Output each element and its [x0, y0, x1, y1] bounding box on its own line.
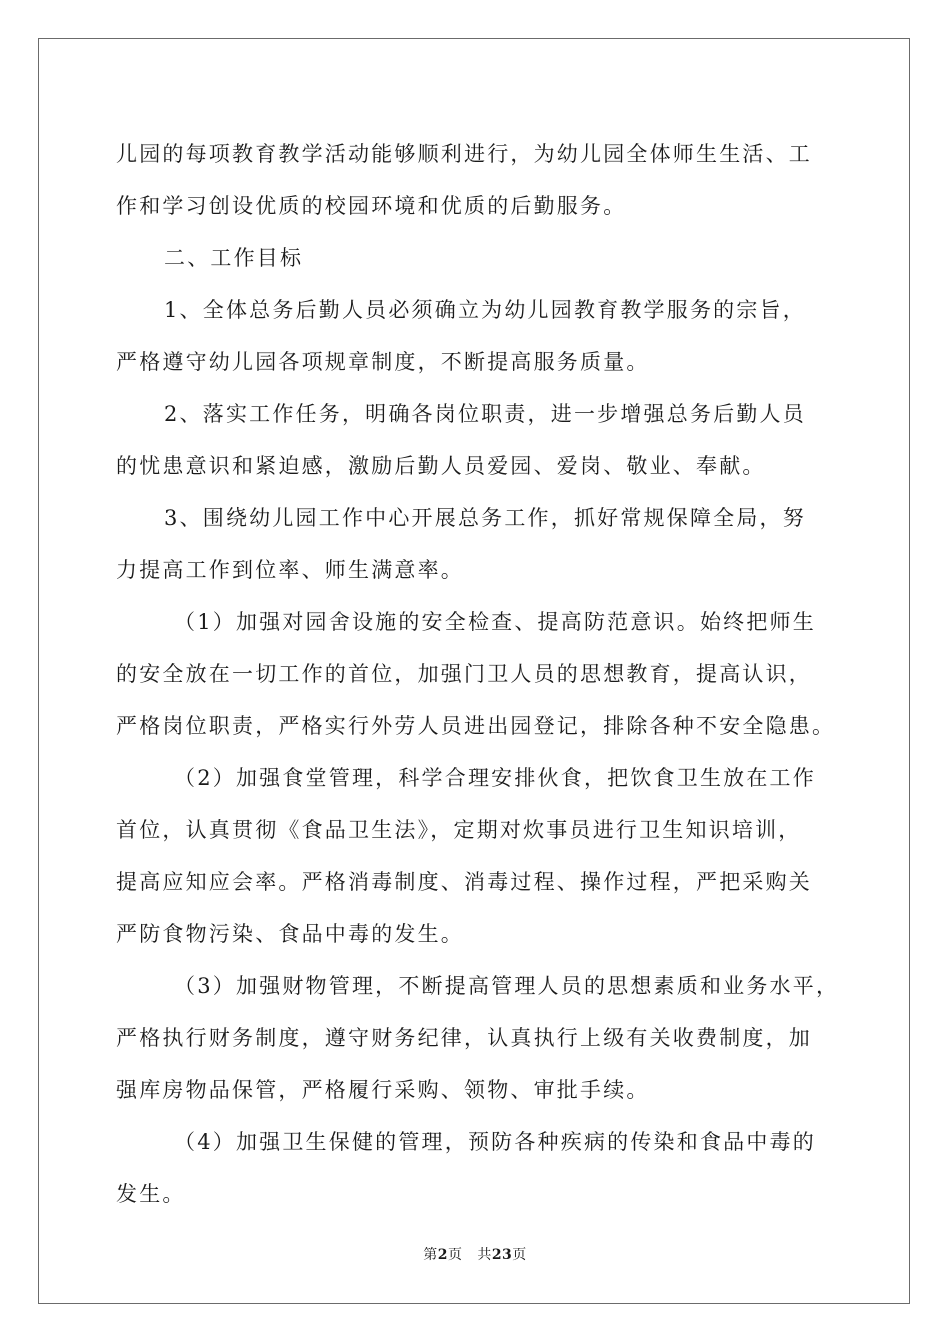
page-suffix: 页 [447, 1247, 463, 1263]
section-heading: 二、工作目标 [164, 246, 304, 270]
text-line: 的忧患意识和紧迫感，激励后勤人员爱园、爱岗、敬业、奉献。 [116, 454, 766, 478]
text-line: 强库房物品保管，严格履行采购、领物、审批手续。 [116, 1078, 650, 1102]
document-body [116, 128, 844, 1220]
text-line: 严格遵守幼儿园各项规章制度，不断提高服务质量。 [116, 350, 650, 374]
page-prefix: 第 [423, 1247, 438, 1263]
text-line: 3、围绕幼儿园工作中心开展总务工作，抓好常规保障全局，努 [164, 506, 806, 530]
page-number: 2 [437, 1247, 448, 1263]
text-line: （4）加强卫生保健的管理，预防各种疾病的传染和食品中毒的 [174, 1130, 816, 1154]
text-line: （1）加强对园舍设施的安全检查、提高防范意识。始终把师生 [174, 610, 816, 634]
text-line: 首位，认真贯彻《食品卫生法》，定期对炊事员进行卫生知识培训， [116, 818, 802, 842]
text-line: 1、全体总务后勤人员必须确立为幼儿园教育教学服务的宗旨， [164, 298, 806, 322]
total-pages: 23 [491, 1247, 513, 1263]
text-line: 作和学习创设优质的校园环境和优质的后勤服务。 [116, 194, 627, 218]
text-line: （3）加强财物管理，不断提高管理人员的思想素质和业务水平， [174, 974, 840, 998]
text-line: 提高应知应会率。严格消毒制度、消毒过程、操作过程，严把采购关 [116, 870, 812, 894]
text-line: 发生。 [116, 1182, 186, 1206]
total-prefix: 共 [477, 1247, 492, 1263]
total-suffix: 页 [512, 1247, 527, 1263]
text-line: 严防食物污染、食品中毒的发生。 [116, 922, 464, 946]
text-line: 的安全放在一切工作的首位，加强门卫人员的思想教育，提高认识， [116, 662, 812, 686]
text-line: （2）加强食堂管理，科学合理安排伙食，把饮食卫生放在工作 [174, 766, 816, 790]
page-footer [0, 1244, 950, 1264]
text-line: 儿园的每项教育教学活动能够顺利进行，为幼儿园全体师生生活、工 [116, 142, 812, 166]
text-line: 力提高工作到位率、师生满意率。 [116, 558, 464, 582]
text-line: 严格岗位职责，严格实行外劳人员进出园登记，排除各种不安全隐患。 [116, 714, 836, 738]
text-line: 2、落实工作任务，明确各岗位职责，进一步增强总务后勤人员 [164, 402, 806, 426]
text-line: 严格执行财务制度，遵守财务纪律，认真执行上级有关收费制度，加 [116, 1026, 812, 1050]
